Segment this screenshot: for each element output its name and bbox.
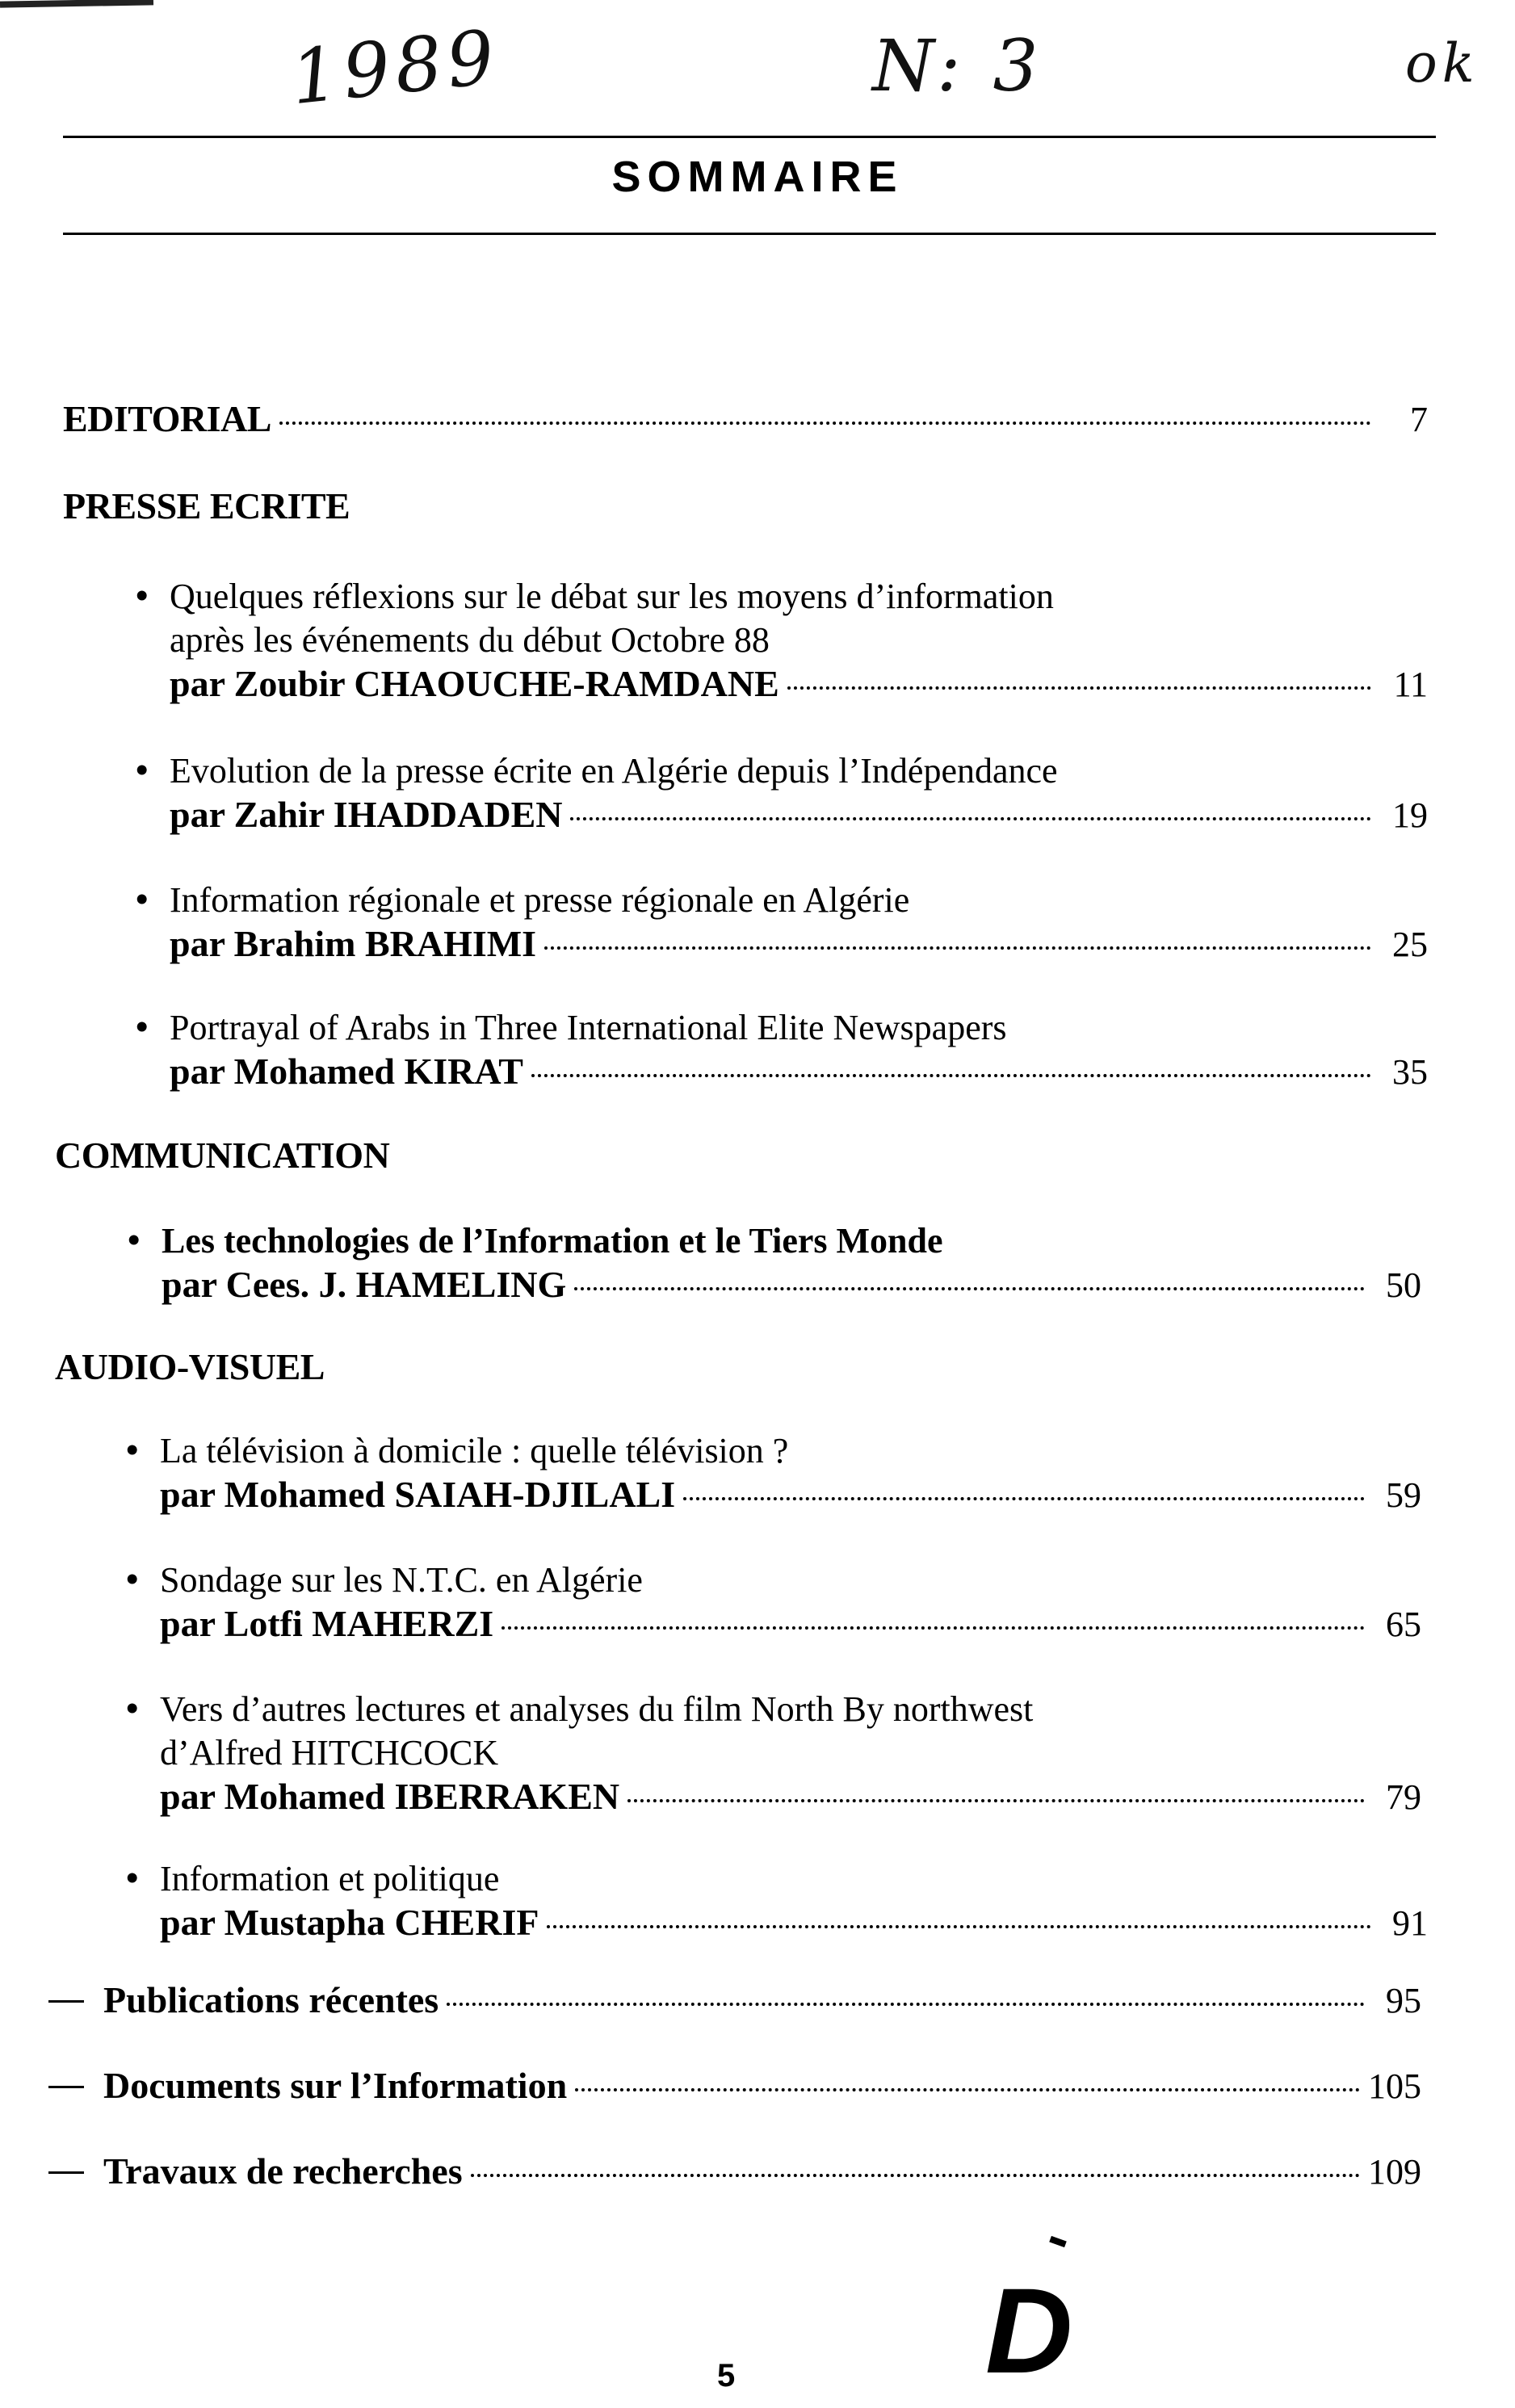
- toc-extra-row[interactable]: [48, 2064, 1421, 2107]
- article-title-line: après les événements du début Octobre 88: [170, 620, 770, 660]
- bullet-icon: •: [126, 1858, 139, 1898]
- section-heading-label: COMMUNICATION: [55, 1135, 390, 1176]
- dot-leader: [570, 817, 1371, 820]
- dot-leader: [575, 2088, 1360, 2091]
- bullet-icon: •: [136, 1007, 149, 1047]
- dash-icon: [48, 2000, 84, 2003]
- article-title-line: Information et politique: [160, 1859, 500, 1898]
- page-number: 5: [717, 2358, 736, 2393]
- toc-article[interactable]: [136, 749, 1428, 836]
- dot-leader: [471, 2174, 1360, 2177]
- dash-icon: [48, 2086, 84, 2088]
- article-title-line: Vers d’autres lectures et analyses du film North By northwest: [160, 1689, 1034, 1729]
- handwritten-year: 1989: [287, 13, 504, 122]
- toc-article[interactable]: [126, 1857, 1428, 1944]
- section-heading-label: AUDIO-VISUEL: [55, 1346, 325, 1387]
- article-title-line: Evolution de la presse écrite en Algérie depuis l’Indépendance: [170, 751, 1058, 791]
- article-author: par Zahir IHADDADEN: [170, 794, 563, 835]
- bullet-icon: •: [128, 1220, 141, 1260]
- dot-leader: [544, 946, 1371, 950]
- article-author: par Mohamed SAIAH-DJILALI: [160, 1474, 676, 1515]
- handwritten-check-mark: ok: [1405, 32, 1479, 94]
- toc-page-number: 50: [1386, 1265, 1421, 1305]
- toc-extra-row[interactable]: [48, 2150, 1421, 2192]
- toc-article[interactable]: [128, 1219, 1421, 1306]
- dot-leader: [279, 422, 1371, 425]
- toc-page-number: 19: [1392, 795, 1428, 835]
- bullet-icon: •: [126, 1689, 139, 1728]
- toc-article[interactable]: [126, 1688, 1421, 1818]
- toc-article[interactable]: [136, 1006, 1428, 1093]
- toc-page-number: 35: [1392, 1052, 1428, 1092]
- toc-page-number: 65: [1386, 1605, 1421, 1644]
- toc-page-number: 95: [1386, 1981, 1421, 2020]
- toc-article[interactable]: [126, 1429, 1421, 1516]
- toc-page-number: 11: [1393, 665, 1428, 704]
- toc-editorial-row[interactable]: [63, 397, 1428, 440]
- handwritten-issue-number: N: 3: [872, 24, 1043, 107]
- article-author: par Brahim BRAHIMI: [170, 923, 537, 964]
- dot-leader: [787, 686, 1371, 690]
- bullet-icon: •: [136, 576, 149, 615]
- toc-page-number: 105: [1368, 2066, 1421, 2106]
- article-title-line: Quelques réflexions sur le débat sur les moyens d’information: [170, 577, 1054, 616]
- article-author: par Cees. J. HAMELING: [162, 1264, 567, 1305]
- bullet-icon: •: [136, 750, 149, 790]
- dot-leader: [574, 1287, 1365, 1290]
- toc-extra-label: Documents sur l’Information: [103, 2065, 568, 2106]
- toc-page-number: 59: [1386, 1475, 1421, 1515]
- dot-leader: [683, 1497, 1365, 1500]
- bullet-icon: •: [126, 1559, 139, 1599]
- dot-leader: [547, 1925, 1371, 1928]
- article-title-line: Sondage sur les N.T.C. en Algérie: [160, 1560, 643, 1600]
- section-heading-presse-ecrite: [63, 485, 350, 527]
- dot-leader: [502, 1626, 1365, 1630]
- dot-leader: [531, 1074, 1371, 1077]
- bullet-icon: •: [126, 1430, 139, 1470]
- toc-extra-row[interactable]: [48, 1978, 1421, 2021]
- toc-article[interactable]: [136, 575, 1428, 705]
- article-title-line: d’Alfred HITCHCOCK: [160, 1733, 499, 1772]
- toc-page-number: 109: [1368, 2152, 1421, 2192]
- toc-page-number: 91: [1392, 1903, 1428, 1943]
- toc-article[interactable]: [136, 879, 1428, 965]
- article-author: par Lotfi MAHERZI: [160, 1603, 494, 1644]
- article-author: par Zoubir CHAOUCHE-RAMDANE: [170, 663, 779, 704]
- page-title: SOMMAIRE: [611, 153, 904, 201]
- toc-page-number: 79: [1386, 1777, 1421, 1817]
- section-heading-label: PRESSE ECRITE: [63, 485, 350, 526]
- dot-leader: [447, 2003, 1365, 2006]
- toc-page-number: 25: [1392, 925, 1428, 964]
- section-heading-communication: [55, 1134, 389, 1177]
- dash-icon: [48, 2171, 84, 2174]
- toc-editorial-label: EDITORIAL: [63, 398, 271, 439]
- article-title-line: Portrayal of Arabs in Three International Elite Newspapers: [170, 1008, 1007, 1047]
- toc-extra-label: Publications récentes: [103, 1979, 439, 2020]
- dot-leader: [627, 1799, 1365, 1802]
- article-title-line: Les technologies de l’Information et le Tiers Monde: [162, 1221, 943, 1261]
- toc-extra-label: Travaux de recherches: [103, 2150, 463, 2192]
- article-author: par Mohamed IBERRAKEN: [160, 1776, 620, 1817]
- section-heading-audio-visuel: [55, 1345, 325, 1388]
- bullet-icon: •: [136, 879, 149, 919]
- article-author: par Mohamed KIRAT: [170, 1051, 523, 1092]
- article-author: par Mustapha CHERIF: [160, 1902, 539, 1943]
- article-title-line: La télévision à domicile : quelle télévision ?: [160, 1431, 789, 1470]
- article-title-line: Information régionale et presse régionale en Algérie: [170, 880, 910, 920]
- toc-page-number: 7: [1410, 400, 1428, 439]
- library-stamp: D: [985, 2263, 1073, 2398]
- toc-article[interactable]: [126, 1558, 1421, 1645]
